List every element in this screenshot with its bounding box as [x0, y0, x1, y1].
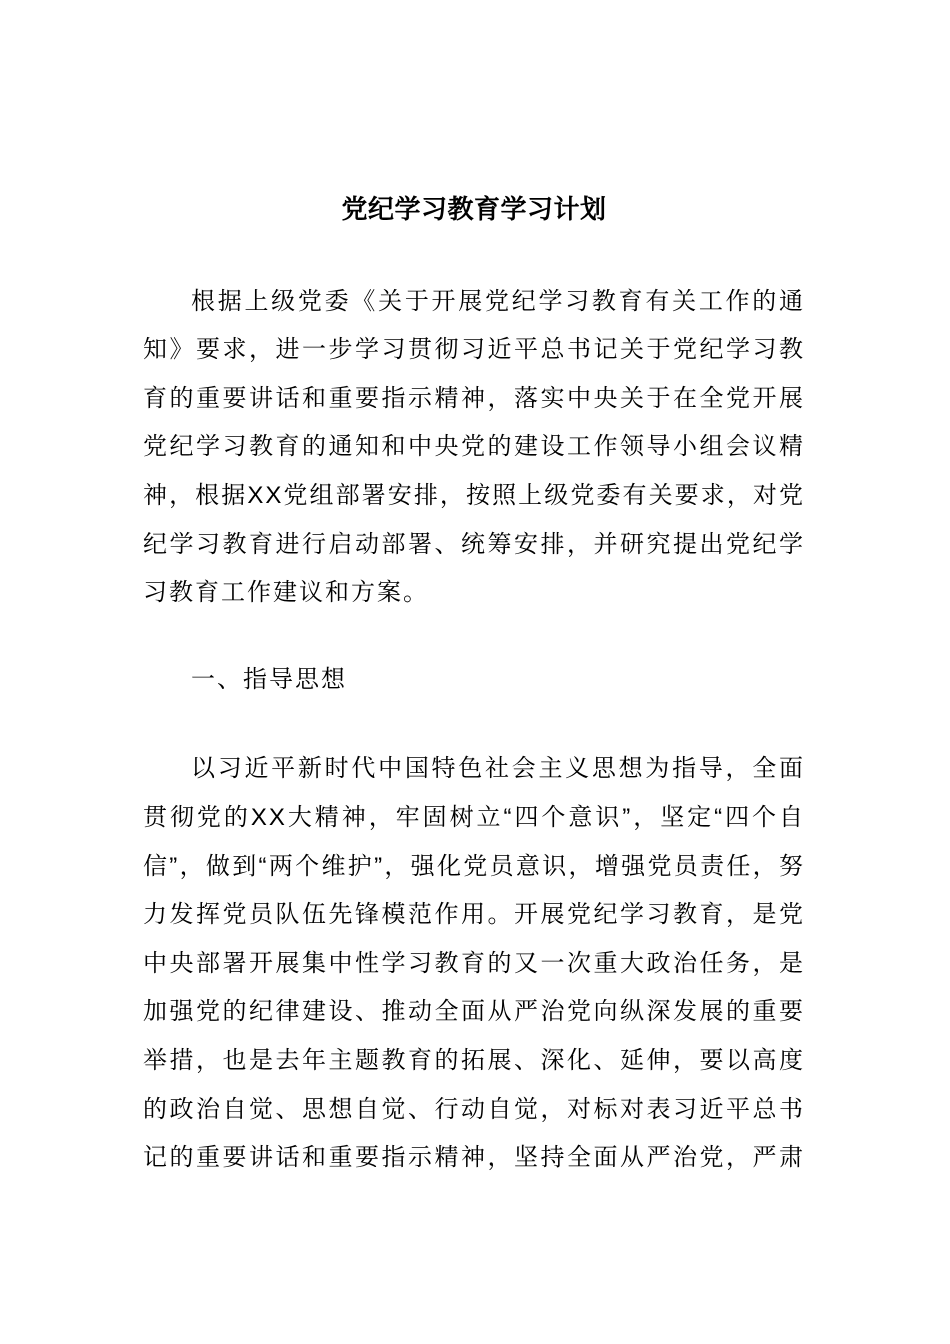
paragraph-2 [143, 745, 805, 1182]
text-line: 中央部署开展集中性学习教育的又一次重大政治任务，是 [143, 949, 805, 977]
document-content [143, 185, 805, 1183]
section-heading-1: 一、指导思想 [191, 665, 347, 693]
text-line: 党纪学习教育的通知和中央党的建设工作领导小组会议精 [143, 433, 805, 461]
text-line: 习教育工作建议和方案。 [143, 579, 429, 607]
text-line: 加强党的纪律建设、推动全面从严治党向纵深发展的重要 [143, 998, 805, 1026]
text-line: 贯彻党的XX大精神，牢固树立“四个意识”，坚定“四个自 [143, 803, 805, 831]
text-line: 力发挥党员队伍先锋模范作用。开展党纪学习教育，是党 [143, 901, 805, 929]
text-line: 纪学习教育进行启动部署、统筹安排，并研究提出党纪学 [143, 530, 805, 558]
text-line: 举措，也是去年主题教育的拓展、深化、延伸，要以高度 [143, 1046, 805, 1074]
text-line: 神，根据XX党组部署安排，按照上级党委有关要求，对党 [143, 481, 805, 509]
text-line: 根据上级党委《关于开展党纪学习教育有关工作的通 [191, 287, 805, 315]
text-line: 记的重要讲话和重要指示精神，坚持全面从严治党，严肃 [143, 1144, 805, 1172]
text-line: 育的重要讲话和重要指示精神，落实中央关于在全党开展 [143, 384, 805, 412]
text-line: 以习近平新时代中国特色社会主义思想为指导，全面 [191, 755, 805, 783]
document-title: 党纪学习教育学习计划 [341, 194, 607, 224]
text-line: 信”，做到“两个维护”，强化党员意识，增强党员责任，努 [143, 852, 805, 880]
text-line: 的政治自觉、思想自觉、行动自觉，对标对表习近平总书 [143, 1095, 805, 1123]
text-line: 知》要求，进一步学习贯彻习近平总书记关于党纪学习教 [143, 336, 805, 364]
paragraph-1 [143, 278, 805, 618]
